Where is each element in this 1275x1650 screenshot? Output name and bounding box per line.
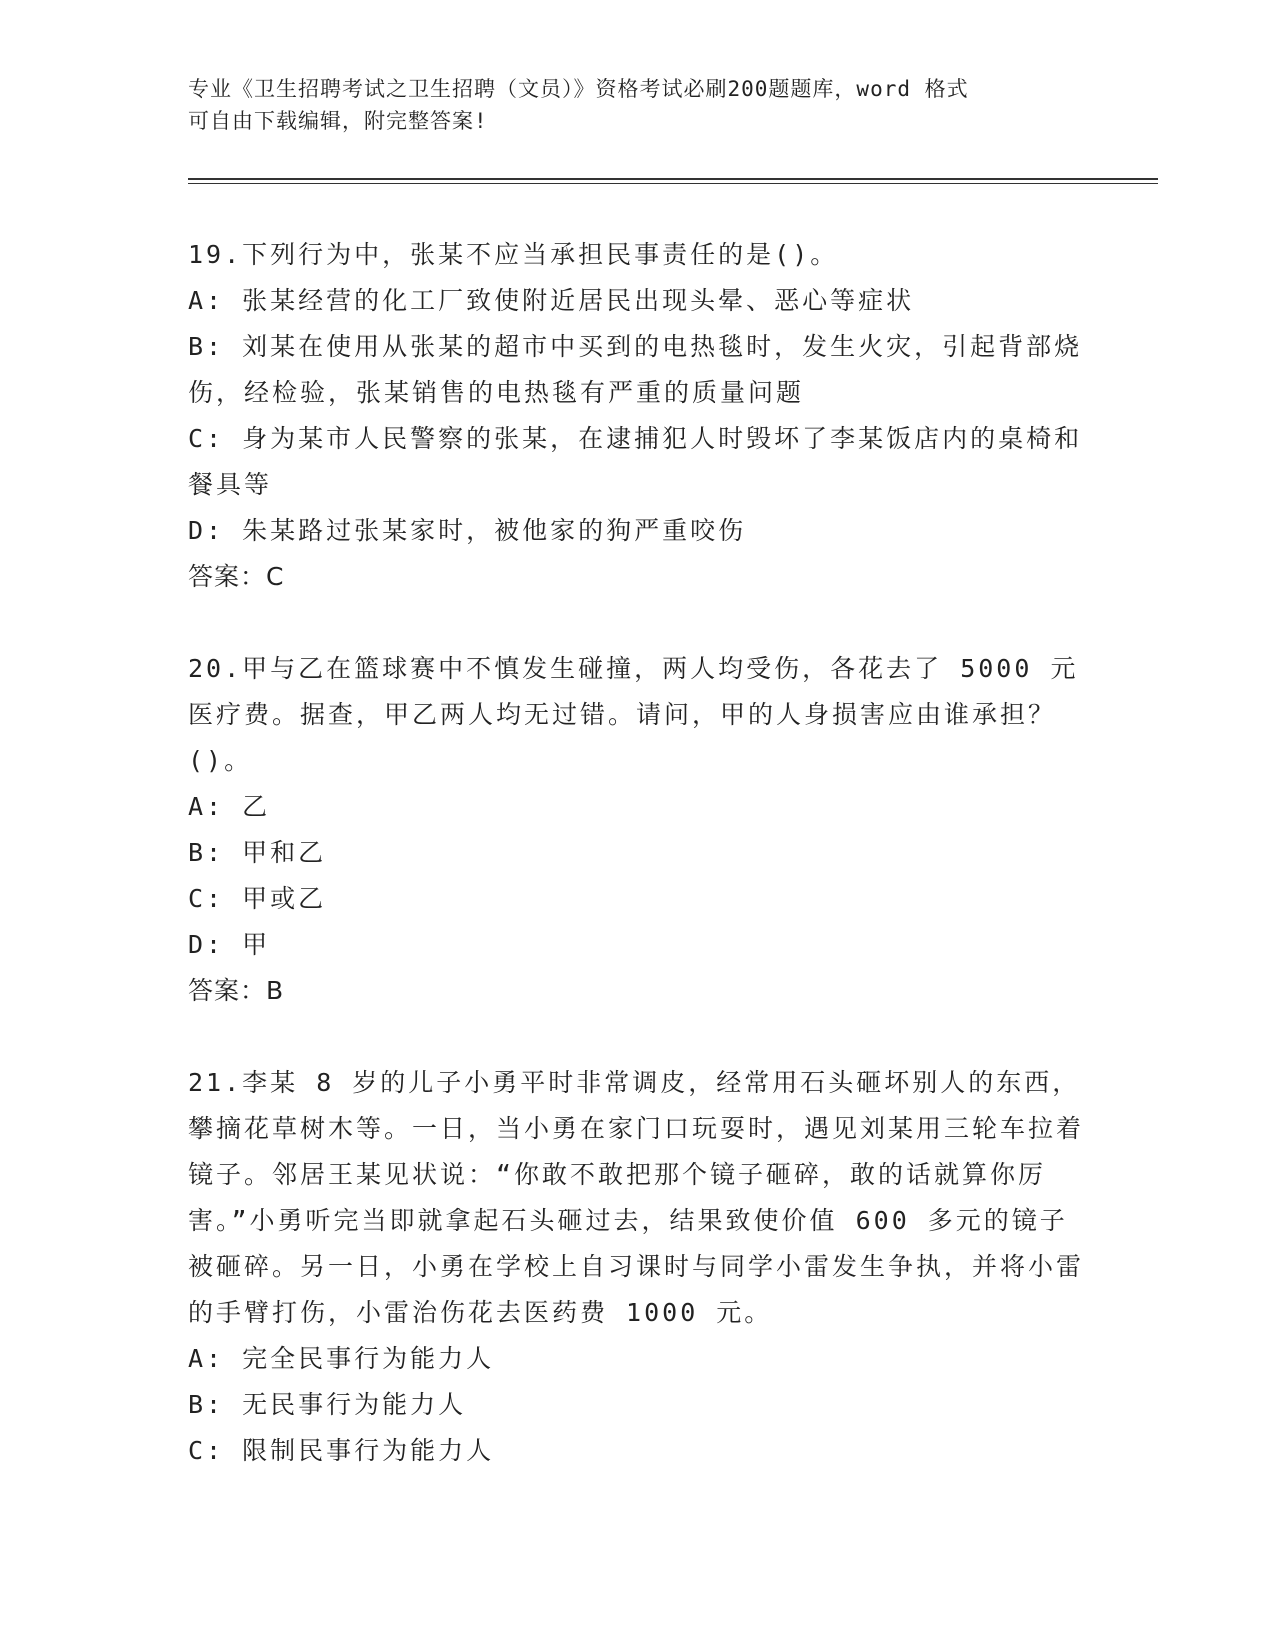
question-stem: 21.李某 8 岁的儿子小勇平时非常调皮，经常用石头砸坏别人的东西，攀摘花草树木等。一日，当小勇在家门口玩耍时，遇见刘某用三轮车拉着镜子。邻居王某见状说：“你敢不敢把那个镜子砸碎，敢的话就算你厉害。”小勇听完当即就拿起石头砸过去，结果致使价值 600 多元的镜子被砸碎。另一日，小勇在学校上自习课时与同学小雷发生争执，并将小雷的手臂打伤，小雷治伤花去医药费 1000 元。 [188, 1068, 1085, 1327]
header-divider [188, 178, 1158, 180]
answer-label: 答案：C [188, 562, 285, 591]
header-line-1: 专业《卫生招聘考试之卫生招聘（文员）》资格考试必刷200题题库，word 格式 [188, 77, 969, 101]
question-stem: 19.下列行为中，张某不应当承担民事责任的是()。 [188, 240, 839, 269]
option-a: A: 乙 [188, 792, 271, 821]
header-line-2: 可自由下载编辑，附完整答案! [188, 109, 488, 133]
question-20 [188, 646, 1088, 1014]
answer-label: 答案：B [188, 976, 285, 1005]
option-b: B: 刘某在使用从张某的超市中买到的电热毯时，发生火灾，引起背部烧伤，经检验，张某销售的电热毯有严重的质量问题 [188, 332, 1083, 407]
option-d: D: 朱某路过张某家时，被他家的狗严重咬伤 [188, 516, 747, 545]
option-b: B: 无民事行为能力人 [188, 1390, 467, 1419]
option-a: A: 张某经营的化工厂致使附近居民出现头晕、恶心等症状 [188, 286, 915, 315]
option-c: C: 甲或乙 [188, 884, 327, 913]
question-19 [188, 232, 1088, 600]
document-header [188, 73, 1088, 137]
option-b: B: 甲和乙 [188, 838, 327, 867]
option-a: A: 完全民事行为能力人 [188, 1344, 495, 1373]
question-stem: 20.甲与乙在篮球赛中不慎发生碰撞，两人均受伤，各花去了 5000 元医疗费。据查，甲乙两人均无过错。请问，甲的人身损害应由谁承担？()。 [188, 654, 1079, 775]
option-c: C: 身为某市人民警察的张某，在逮捕犯人时毁坏了李某饭店内的桌椅和餐具等 [188, 424, 1083, 499]
question-list [188, 232, 1088, 1520]
header-divider-thin [188, 183, 1158, 184]
option-d: D: 甲 [188, 930, 271, 959]
question-21 [188, 1060, 1088, 1474]
option-c: C: 限制民事行为能力人 [188, 1436, 495, 1465]
